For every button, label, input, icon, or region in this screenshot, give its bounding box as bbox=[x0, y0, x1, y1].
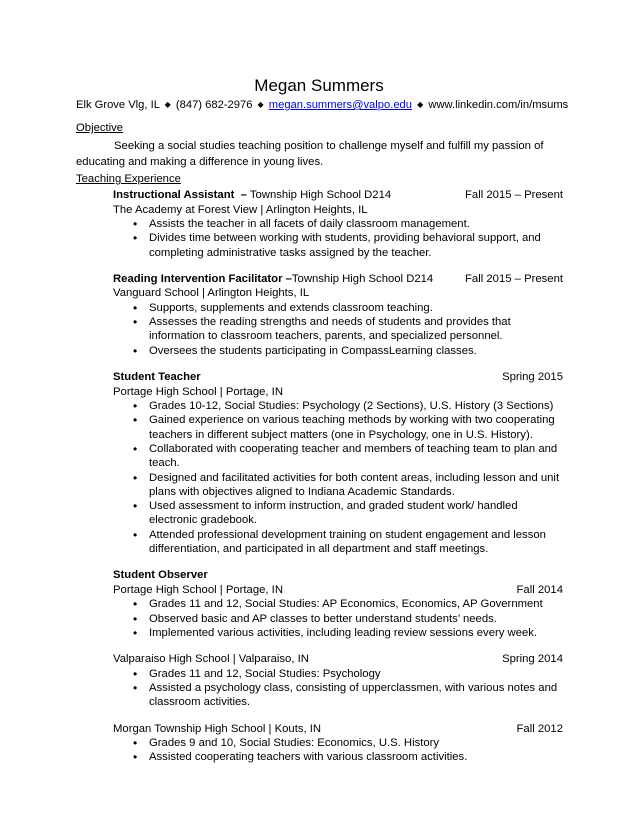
list-item: • Attended professional development training on student engagement and lesson differentiation, and participated in all department and staff meetings. bbox=[113, 528, 563, 557]
duty-list bbox=[113, 301, 563, 358]
job-org: Township High School D214 bbox=[291, 272, 434, 285]
list-item: • Grades 9 and 10, Social Studies: Economics, U.S. History bbox=[113, 736, 563, 750]
experience-heading: Teaching Experience bbox=[76, 173, 181, 185]
job-location: Vanguard School | Arlington Heights, IL bbox=[113, 287, 310, 300]
separator-icon: ◆ bbox=[164, 100, 171, 109]
email-link[interactable]: megan.summers@valpo.edu bbox=[268, 99, 412, 111]
list-item: • Assisted a psychology class, consisting of upperclassmen, with various notes and classroom activities. bbox=[113, 681, 563, 710]
job-location: The Academy at Forest View | Arlington Heights, IL bbox=[113, 203, 368, 216]
list-item: • Used assessment to inform instruction, and graded student work/ handled electronic gradebook. bbox=[113, 499, 563, 528]
separator-icon: ◆ bbox=[417, 100, 424, 109]
placement-location: Valparaiso High School | Valparaiso, IN bbox=[113, 653, 309, 666]
list-item: • Divides time between working with students, providing behavioral support, and completing administrative tasks assigned by the teacher. bbox=[113, 231, 563, 260]
job-org: Township High School D214 bbox=[249, 189, 392, 201]
list-item: • Gained experience on various teaching methods by working with two cooperating teachers in different subject matters (one in Psychology, one in U.S. History). bbox=[113, 413, 563, 442]
duty-list bbox=[113, 667, 563, 710]
list-item: • Collaborated with cooperating teacher and members of teaching team to plan and teach. bbox=[113, 442, 563, 471]
list-item: • Observed basic and AP classes to better understand students’ needs. bbox=[113, 612, 563, 626]
duty-list bbox=[113, 399, 563, 556]
job-title: Student Observer bbox=[113, 569, 208, 582]
list-item: • Grades 11 and 12, Social Studies: Psychology bbox=[113, 667, 563, 681]
duty-list bbox=[113, 597, 563, 640]
objective-text: Seeking a social studies teaching position to challenge myself and fulfill my passion of educating and making a difference in young lives. bbox=[76, 140, 544, 168]
placement-location: Portage High School | Portage, IN bbox=[113, 583, 283, 596]
list-item: • Grades 10-12, Social Studies: Psychology (2 Sections), U.S. History (3 Sections) bbox=[113, 399, 563, 413]
job-title: Instructional Assistant bbox=[113, 189, 235, 201]
job-dates: Spring 2015 bbox=[502, 371, 563, 384]
placement-dates: Fall 2012 bbox=[516, 722, 563, 735]
placement-location: Morgan Township High School | Kouts, IN bbox=[113, 722, 322, 735]
list-item: • Grades 11 and 12, Social Studies: AP Economics, Economics, AP Government bbox=[113, 597, 563, 611]
job-location: Portage High School | Portage, IN bbox=[113, 385, 283, 398]
job-title: Student Teacher bbox=[113, 371, 201, 384]
candidate-name: Megan Summers bbox=[254, 76, 384, 95]
experience-entry: Instructional Assistant – Township High School D214 Fall 2015 – Present The Academy at Forest View | Arlington Heights, IL • Assists the teacher in all facets of daily classroom management. • Divides time between working with students, providing behavioral support, and completing administrative tasks assigned by the teacher. bbox=[113, 188, 563, 260]
job-title: Reading Intervention Facilitator bbox=[113, 272, 283, 285]
experience-list bbox=[113, 188, 563, 777]
linkedin-url: www.linkedin.com/in/msums bbox=[428, 99, 569, 111]
observer-entry bbox=[113, 568, 563, 764]
list-item: • Supports, supplements and extends classroom teaching. bbox=[113, 301, 563, 315]
list-item: • Designed and facilitated activities for both content areas, including lesson and unit plans with objectives aligned to Indiana Academic Standards. bbox=[113, 471, 563, 500]
duty-list bbox=[113, 217, 563, 260]
list-item: • Assesses the reading strengths and needs of students and provides that information to classroom teachers, parents, and specialized personnel. bbox=[113, 315, 563, 344]
list-item: • Implemented various activities, including leading review sessions every week. bbox=[113, 626, 563, 640]
experience-entry: Reading Intervention Facilitator –Township High School D214 Fall 2015 – Present Vanguard School | Arlington Heights, IL • Supports, supplements and extends classroom teaching. • Assesses the reading strengths and needs of students and provides that information to classroom teachers, parents, and specialized personnel. • Oversees the students participating in CompassLearning classes. bbox=[113, 272, 563, 358]
placement-dates: Spring 2014 bbox=[502, 653, 563, 666]
list-item: • Assists the teacher in all facets of daily classroom management. bbox=[113, 217, 563, 231]
location: Elk Grove Vlg, IL bbox=[76, 99, 160, 111]
job-dates: Fall 2015 – Present bbox=[465, 272, 563, 285]
phone: (847) 682-2976 bbox=[175, 99, 253, 111]
experience-entry bbox=[113, 370, 563, 556]
job-dates: Fall 2015 – Present bbox=[465, 189, 563, 201]
list-item: • Assisted cooperating teachers with various classroom activities. bbox=[113, 750, 563, 764]
contact-line bbox=[76, 99, 568, 111]
separator-icon: ◆ bbox=[257, 100, 264, 109]
objective-heading: Objective bbox=[76, 122, 124, 134]
duty-list bbox=[113, 736, 563, 765]
list-item: • Oversees the students participating in CompassLearning classes. bbox=[113, 344, 563, 358]
placement-dates: Fall 2014 bbox=[516, 583, 563, 596]
